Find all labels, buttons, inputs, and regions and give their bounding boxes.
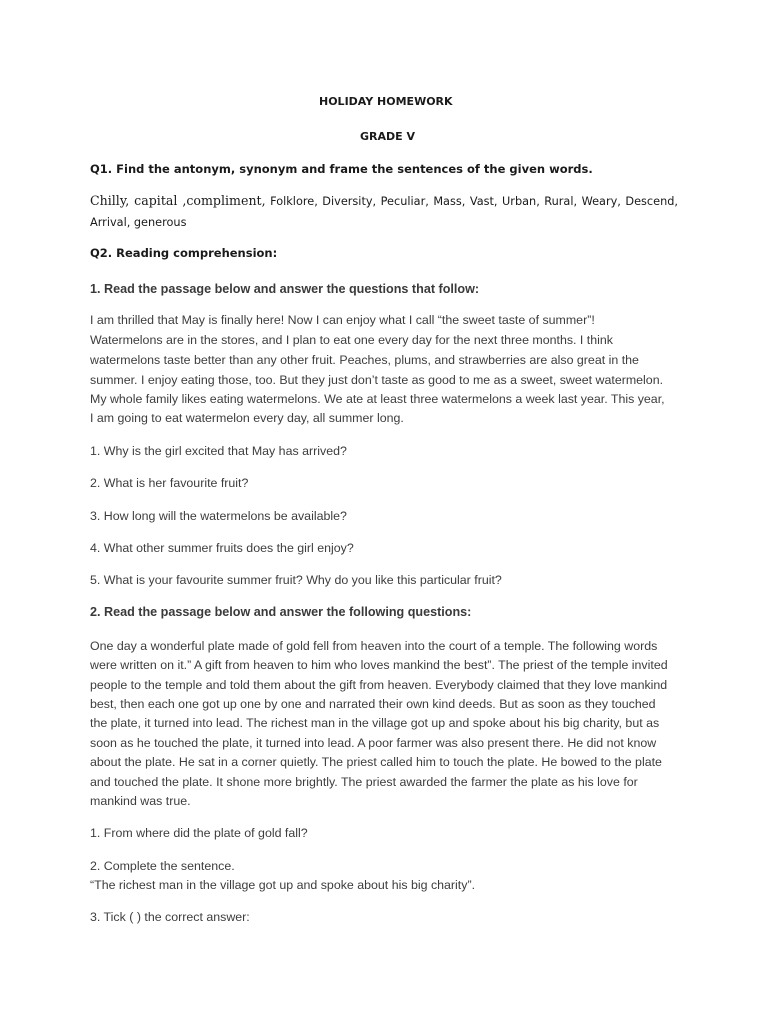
passage2-line: were written on it.” A gift from heaven to him who loves mankind the best”. The priest of the temple invited — [90, 658, 668, 672]
vocabulary-word-list — [90, 190, 678, 233]
passage2-line: people to the temple and told them about the gift from heaven. Everybody claimed that they love mankind — [90, 678, 668, 692]
passage1-line: I am thrilled that May is finally here! Now I can enjoy what I call “the sweet taste of summer”! — [90, 313, 595, 327]
document-title: HOLIDAY HOMEWORK — [319, 95, 453, 108]
passage2-line: mankind was true. — [90, 794, 191, 808]
passage1-question: 2. What is her favourite fruit? — [90, 476, 249, 490]
passage1-line: watermelons taste better than any other fruit. Peaches, plums, and strawberries are also great in the — [90, 353, 639, 367]
passage1-heading: 1. Read the passage below and answer the questions that follow: — [90, 282, 480, 296]
passage2-line: soon as he touched the plate, it turned into lead. A poor farmer was also present there. He did not know — [90, 736, 657, 750]
passage1-question: 5. What is your favourite summer fruit? Why do you like this particular fruit? — [90, 573, 502, 587]
passage1-question: 1. Why is the girl excited that May has arrived? — [90, 444, 347, 458]
q1-heading: Q1. Find the antonym, synonym and frame the sentences of the given words. — [90, 162, 593, 176]
passage2-line: One day a wonderful plate made of gold fell from heaven into the court of a temple. The following words — [90, 639, 658, 653]
passage2-question-2-sentence: “The richest man in the village got up and spoke about his big charity”. — [90, 878, 476, 892]
passage2-question-2-label: 2. Complete the sentence. — [90, 859, 235, 873]
passage1-question: 4. What other summer fruits does the girl enjoy? — [90, 541, 354, 555]
passage1-line: My whole family likes eating watermelons. We ate at least three watermelons a week last year. This year, — [90, 392, 665, 406]
vocabulary-words-serif: Chilly, capital ,compliment, — [90, 193, 266, 208]
passage2-heading: 2. Read the passage below and answer the following questions: — [90, 605, 472, 619]
passage2-line: best, then each one got up one by one and narrated their own kind deeds. But as soon as they touched — [90, 697, 656, 711]
passage1-line: summer. I enjoy eating those, too. But they just don’t taste as good to me as a sweet, sweet watermelon. — [90, 373, 664, 387]
passage1-question: 3. How long will the watermelons be available? — [90, 509, 347, 523]
passage1-line: I am going to eat watermelon every day, all summer long. — [90, 411, 404, 425]
grade-label: GRADE V — [360, 130, 415, 143]
q2-heading: Q2. Reading comprehension: — [90, 246, 278, 260]
passage2-line: the plate, it turned into lead. The richest man in the village got up and spoke about his big charity, but as — [90, 716, 660, 730]
passage2-question-1: 1. From where did the plate of gold fall? — [90, 826, 308, 840]
passage2-line: about the plate. He sat in a corner quietly. The priest called him to touch the plate. He bowed to the plate — [90, 755, 662, 769]
passage1-line: Watermelons are in the stores, and I plan to eat one every day for the next three months. I think — [90, 333, 613, 347]
vocabulary-words-rest: Folklore, Diversity, Peculiar, Mass, Vast, Urban, Rural, Weary, Descend, Arrival, generous — [90, 195, 679, 229]
passage2-question-3: 3. Tick ( ) the correct answer: — [90, 910, 250, 924]
passage2-line: and touched the plate. It shone more brightly. The priest awarded the farmer the plate as his love for — [90, 775, 638, 789]
